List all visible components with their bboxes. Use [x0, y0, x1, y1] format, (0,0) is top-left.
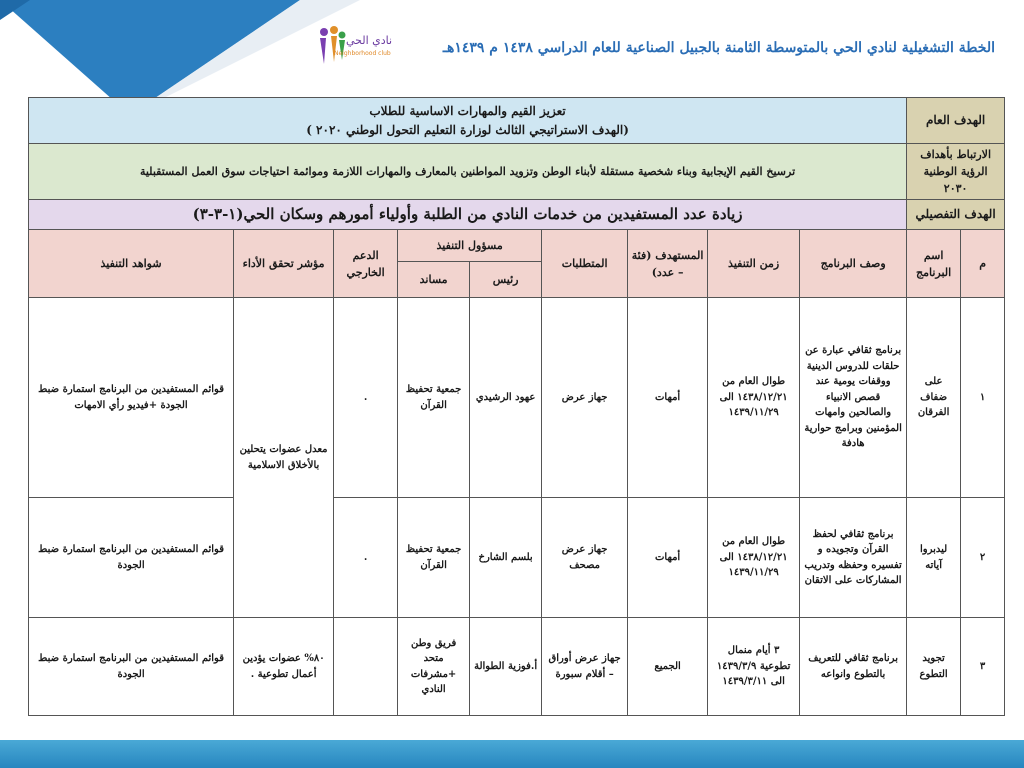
program-num: ٢: [961, 498, 1005, 618]
col-responsible: مسؤول التنفيذ: [398, 230, 542, 262]
program-time: طوال العام من ١٤٣٨/١٢/٢١ الى ١٤٣٩/١١/٢٩: [708, 298, 800, 498]
program-name: تجويد التطوع: [907, 618, 961, 716]
program-assistant: جمعية تحفيظ القرآن: [398, 298, 470, 498]
col-exec-time: زمن التنفيذ: [708, 230, 800, 298]
logo-text: نادي الحي: [346, 34, 393, 47]
program-requirements: جهاز عرض: [542, 298, 628, 498]
program-assistant: جمعية تحفيظ القرآن: [398, 498, 470, 618]
program-target: الجميع: [628, 618, 708, 716]
program-target: أمهات: [628, 298, 708, 498]
program-support: .: [334, 498, 398, 618]
col-program-name: اسم البرنامج: [907, 230, 961, 298]
program-support: .: [334, 298, 398, 498]
program-num: ١: [961, 298, 1005, 498]
col-head: رئيس: [470, 262, 542, 298]
club-logo: [312, 24, 398, 68]
col-num: م: [961, 230, 1005, 298]
table-row: [29, 618, 1005, 716]
col-assistant: مساند: [398, 262, 470, 298]
program-assistant: فريق وطن متحد +مشرفات النادي: [398, 618, 470, 716]
bottom-bar: [0, 740, 1024, 768]
program-support: [334, 618, 398, 716]
program-head: عهود الرشيدي: [470, 298, 542, 498]
program-indicator: ٨٠% عضوات يؤدين أعمال تطوعية .: [234, 618, 334, 716]
program-evidence: قوائم المستفيدين من البرنامج استمارة ضبط الجودة: [29, 618, 234, 716]
program-name: على ضفاف الفرقان: [907, 298, 961, 498]
program-desc: برنامج ثقافي لحفظ القرآن وتجويده و تفسيره وحفظه وتدريب المشاركات على الاتقان: [800, 498, 907, 618]
general-goal-line1: تعزيز القيم والمهارات الاساسية للطلاب: [369, 103, 566, 118]
logo-subtitle: Neighborhood club: [334, 50, 391, 57]
program-desc: برنامج ثقافي للتعريف بالتطوع وانواعه: [800, 618, 907, 716]
col-evidence: شواهد التنفيذ: [29, 230, 234, 298]
detail-goal-text: زيادة عدد المستفيدين من خدمات النادي من الطلبة وأولياء أمورهم وسكان الحي(١-٣-٣): [29, 200, 907, 230]
program-num: ٣: [961, 618, 1005, 716]
program-indicator: معدل عضوات يتحلين بالأخلاق الاسلامية: [234, 298, 334, 618]
program-head: بلسم الشارخ: [470, 498, 542, 618]
program-evidence: قوائم المستفيدين من البرنامج استمارة ضبط الجودة +فيديو رأي الامهات: [29, 298, 234, 498]
program-requirements: جهاز عرض أوراق – أقلام سبورة: [542, 618, 628, 716]
vision-label: الارتباط بأهداف الرؤية الوطنية ٢٠٣٠: [907, 144, 1005, 200]
program-name: ليدبروا آياته: [907, 498, 961, 618]
program-requirements: جهاز عرض مصحف: [542, 498, 628, 618]
table-row: [29, 298, 1005, 498]
program-head: أ.فوزية الطوالة: [470, 618, 542, 716]
col-indicator: مؤشر تحقق الأداء: [234, 230, 334, 298]
detail-goal-label: الهدف التفصيلي: [907, 200, 1005, 230]
general-goal-line2: (الهدف الاستراتيجي الثالث لوزارة التعليم التحول الوطني ٢٠٢٠ ): [306, 122, 629, 137]
col-external-support: الدعم الخارجي: [334, 230, 398, 298]
operational-plan-table: [28, 97, 1005, 716]
program-desc: برنامج ثقافي عبارة عن حلقات للدروس الدينية ووقفات يومية عند قصص الانبياء والصالحين وامهات المؤمنين وبرامج حوارية هادفة: [800, 298, 907, 498]
col-target: المستهدف (فئة – عدد): [628, 230, 708, 298]
page-title: الخطة التشغيلية لنادي الحي بالمتوسطة الثامنة بالجبيل الصناعية للعام الدراسي ١٤٣٨ م ١٤٣٩هـ: [442, 40, 995, 56]
program-time: طوال العام من ١٤٣٨/١٢/٢١ الى ١٤٣٩/١١/٢٩: [708, 498, 800, 618]
table-row: [29, 498, 1005, 618]
general-goal-label: الهدف العام: [907, 98, 1005, 144]
program-time: ٣ أيام منمال تطوعية ١٤٣٩/٣/٩ الى ١٤٣٩/٣/١١: [708, 618, 800, 716]
general-goal-cell: [29, 98, 907, 144]
col-requirements: المتطلبات: [542, 230, 628, 298]
col-program-desc: وصف البرنامج: [800, 230, 907, 298]
program-target: أمهات: [628, 498, 708, 618]
vision-text: ترسيخ القيم الإيجابية وبناء شخصية مستقلة لأبناء الوطن وتزويد المواطنين بالمعارف والمهارات اللازمة وموائمة احتياجات سوق العمل المستقبلية: [29, 144, 907, 200]
program-evidence: قوائم المستفيدين من البرنامج استمارة ضبط الجودة: [29, 498, 234, 618]
